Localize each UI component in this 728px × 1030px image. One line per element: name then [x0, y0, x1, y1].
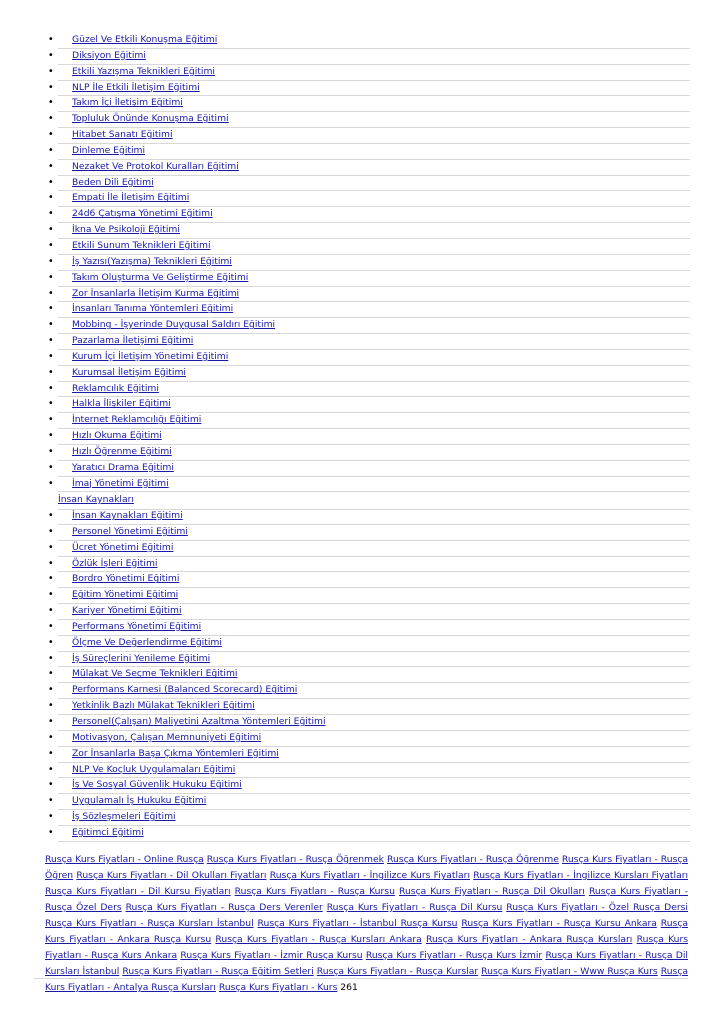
footer-link[interactable]: Rusça Kurs Fiyatları - Rusça Kurslar [316, 966, 479, 977]
training-link[interactable]: Performans Yönetimi Eğitimi [72, 620, 202, 632]
training-link[interactable]: Halkla İlişkiler Eğitimi [72, 398, 171, 410]
footer-link[interactable]: Rusça Kurs Fiyatları - Rusça Öğrenme [387, 854, 559, 865]
list-item [58, 33, 690, 49]
training-link[interactable]: Kurum İçi İletişim Yönetimi Eğitimi [72, 350, 229, 362]
training-link[interactable]: Reklamcılık Eğitimi [72, 382, 159, 394]
training-link[interactable]: Kurumsal İletişim Eğitimi [72, 366, 186, 378]
training-link[interactable]: Uygulamalı İş Hukuku Eğitimi [72, 795, 207, 807]
training-link[interactable]: İmaj Yönetimi Eğitimi [72, 477, 169, 489]
training-link[interactable]: Kariyer Yönetimi Eğitimi [72, 605, 182, 617]
list-item [58, 176, 690, 192]
list-item [58, 397, 690, 413]
training-link[interactable]: Topluluk Önünde Konuşma Eğitimi [72, 113, 229, 125]
footer-link[interactable]: Rusça Kurs Fiyatları - Rusça Öğren [45, 854, 689, 881]
training-link[interactable]: Hitabet Sanatı Eğitimi [72, 129, 173, 141]
footer-link[interactable]: Rusça Kurs Fiyatları - Ankara Rusça Kursları [426, 934, 633, 945]
footer-link[interactable]: Rusça Kurs Fiyatları - Rusça Eğitim Setleri [122, 966, 314, 977]
footer-link[interactable]: Rusça Kurs Fiyatları - Dil Okulları Fiyatları [76, 870, 267, 881]
list-item [58, 128, 690, 144]
list-item [58, 763, 690, 779]
training-link[interactable]: İş Sözleşmeleri Eğitimi [72, 811, 176, 823]
training-link[interactable]: İş Yazısı(Yazışma) Teknikleri Eğitimi [72, 255, 232, 267]
list-item [58, 318, 690, 334]
training-link[interactable]: İnsan Kaynakları Eğitimi [72, 510, 183, 521]
footer-link-container [45, 854, 688, 993]
footer-link[interactable]: Rusça Kurs Fiyatları - Rusça Kurs Ankara [45, 934, 689, 961]
training-link[interactable]: Mobbing - İşyerinde Duygusal Saldırı Eğitimi [72, 319, 276, 331]
training-link[interactable]: NLP İle Etkili İletişim Eğitimi [72, 81, 200, 93]
footer-links [45, 852, 688, 996]
list-item [58, 461, 690, 477]
footer-link[interactable]: Rusça Kurs Fiyatları - İstanbul Rusça Kursu [257, 918, 458, 929]
footer-link[interactable]: Rusça Kurs Fiyatları - Rusça Kurs İzmir [365, 950, 543, 961]
list-item [58, 350, 690, 366]
list-item [58, 620, 690, 636]
training-link[interactable]: Yaratıcı Drama Eğitimi [72, 461, 174, 473]
list-item [58, 413, 690, 429]
list-item [58, 191, 690, 207]
list-item [58, 445, 690, 461]
list-item [58, 49, 690, 65]
training-link[interactable]: Etkili Yazışma Teknikleri Eğitimi [72, 65, 215, 77]
list-item [58, 652, 690, 668]
training-link[interactable]: Ücret Yönetimi Eğitimi [72, 541, 174, 553]
list-item [58, 477, 690, 493]
list-item [58, 382, 690, 398]
training-link[interactable]: NLP Ve Koçluk Uygulamaları Eğitimi [72, 763, 236, 775]
list-item [58, 557, 690, 573]
training-link[interactable]: Eğitim Yönetimi Eğitimi [72, 589, 179, 601]
training-link[interactable]: Ölçme Ve Değerlendirme Eğitimi [72, 636, 222, 648]
footer-link[interactable]: Rusça Kurs Fiyatları - Rusça Kursları Ankara [215, 934, 422, 945]
footer-link[interactable]: Rusça Kurs Fiyatları - İngilizce Kursları Fiyatları [473, 870, 689, 881]
list-item [58, 683, 690, 699]
list-item [58, 778, 690, 794]
list-item [58, 112, 690, 128]
training-link[interactable]: İnsanları Tanıma Yöntemleri Eğitimi [72, 303, 234, 315]
training-link[interactable]: 24d6 Çatışma Yönetimi Eğitimi [72, 208, 213, 220]
training-link[interactable]: Dinleme Eğitimi [72, 144, 146, 156]
list-item [58, 65, 690, 81]
list-item [58, 334, 690, 350]
training-link[interactable]: Performans Karnesi (Balanced Scorecard) Eğitimi [72, 684, 298, 696]
list-item [58, 667, 690, 683]
footer-link[interactable]: Rusça Kurs Fiyatları - Rusça Dil Okulları [398, 886, 585, 897]
list-item [58, 429, 690, 445]
list-item [58, 826, 690, 842]
training-link[interactable]: Pazarlama İletişimi Eğitimi [72, 335, 194, 347]
section-heading [58, 493, 690, 510]
footer-link[interactable]: Rusça Kurs Fiyatları - Rusça Ders Verenler [125, 902, 323, 913]
list-item [58, 160, 690, 176]
list-item [58, 794, 690, 810]
footer-link[interactable]: Rusça Kurs Fiyatları - Ankara Rusça Kursu [45, 918, 689, 945]
list-item [58, 287, 690, 303]
training-link[interactable]: Empati İle İletişim Eğitimi [72, 192, 190, 204]
footer-link[interactable]: Rusça Kurs Fiyatları - Kurs [218, 982, 338, 993]
communication-training-list [0, 33, 728, 492]
training-link[interactable]: Özlük İşleri Eğitimi [72, 557, 158, 569]
training-link[interactable]: Takım İçi İletişim Eğitimi [72, 97, 183, 109]
training-link[interactable]: İş Ve Sosyal Güvenlik Hukuku Eğitimi [72, 779, 242, 791]
footer-link[interactable]: Rusça Kurs Fiyatları - Dil Kursu Fiyatları [45, 886, 231, 897]
list-item [58, 223, 690, 239]
training-link[interactable]: Bordro Yönetimi Eğitimi [72, 573, 180, 585]
list-item [58, 302, 690, 318]
list-item [58, 588, 690, 604]
hr-training-list [0, 509, 728, 842]
training-link[interactable]: Güzel Ve Etkili Konuşma Eğitimi [72, 34, 218, 45]
list-item [58, 239, 690, 255]
training-link[interactable]: Personel(Çalışan) Maliyetini Azaltma Yöntemleri Eğitimi [72, 715, 326, 727]
bottom-divider [34, 978, 688, 979]
list-item [58, 572, 690, 588]
list-item [58, 255, 690, 271]
training-link[interactable]: Takım Oluşturma Ve Geliştirme Eğitimi [72, 271, 249, 283]
footer-link[interactable]: Rusça Kurs Fiyatları - İngilizce Kurs Fiyatları [269, 870, 470, 881]
training-link[interactable]: Hızlı Öğrenme Eğitimi [72, 445, 172, 457]
list-item [58, 541, 690, 557]
list-item [58, 810, 690, 826]
training-link[interactable]: Zor İnsanlarla İletişim Kurma Eğitimi [72, 287, 240, 299]
training-link[interactable]: İş Süreçlerini Yenileme Eğitimi [72, 652, 211, 664]
list-item [58, 715, 690, 731]
list-item [58, 604, 690, 620]
list-item [58, 636, 690, 652]
training-link[interactable]: Hızlı Okuma Eğitimi [72, 430, 162, 442]
list-item [58, 509, 690, 525]
training-link[interactable]: Diksiyon Eğitimi [72, 49, 146, 61]
page-number: 261 [340, 982, 358, 993]
list-item [58, 525, 690, 541]
footer-link[interactable]: Rusça Kurs Fiyatları - Rusça Özel Ders [45, 886, 689, 913]
footer-link[interactable]: Rusça Kurs Fiyatları - Özel Rusça Dersi [506, 902, 688, 913]
training-link[interactable]: Yetkinlik Bazlı Mülakat Teknikleri Eğitimi [72, 700, 255, 712]
section-title-link[interactable]: İnsan Kaynakları [58, 494, 134, 505]
training-link[interactable]: Motivasyon, Çalışan Memnuniyeti Eğitimi [72, 731, 262, 743]
training-link[interactable]: Etkili Sunum Teknikleri Eğitimi [72, 239, 211, 251]
footer-link[interactable]: Rusça Kurs Fiyatları - Online Rusça [45, 854, 204, 865]
footer-link[interactable]: Rusça Kurs Fiyatları - Rusça Öğrenmek [206, 854, 384, 865]
footer-link[interactable]: Rusça Kurs Fiyatları - Rusça Dil Kursları İstanbul [45, 950, 688, 977]
list-item [58, 144, 690, 160]
footer-link[interactable]: Rusça Kurs Fiyatları - Rusça Kursları İstanbul [45, 918, 254, 929]
training-link[interactable]: Nezaket Ve Protokol Kuralları Eğitimi [72, 160, 239, 172]
training-link[interactable]: İkna Ve Psikoloji Eğitimi [72, 224, 180, 236]
footer-link[interactable]: Rusça Kurs Fiyatları - İzmir Rusça Kursu [180, 950, 363, 961]
footer-link[interactable]: Rusça Kurs Fiyatları - Rusça Kursu Ankara [461, 918, 657, 929]
footer-link[interactable]: Rusça Kurs Fiyatları - Rusça Kursu [234, 886, 395, 897]
footer-link[interactable]: Rusça Kurs Fiyatları - Antalya Rusça Kursları [45, 966, 689, 993]
list-item [58, 699, 690, 715]
training-link[interactable]: Personel Yönetimi Eğitimi [72, 525, 188, 537]
footer-link[interactable]: Rusça Kurs Fiyatları - Rusça Dil Kursu [326, 902, 503, 913]
training-link[interactable]: Eğitimci Eğitimi [72, 826, 144, 838]
training-link[interactable]: İnternet Reklamcılığı Eğitimi [72, 414, 202, 426]
footer-link[interactable]: Rusça Kurs Fiyatları - Www Rusça Kurs [481, 966, 658, 977]
training-link[interactable]: Mülakat Ve Seçme Teknikleri Eğitimi [72, 668, 238, 680]
list-item [58, 96, 690, 112]
list-item [58, 81, 690, 97]
list-item [58, 207, 690, 223]
training-link[interactable]: Beden Dili Eğitimi [72, 176, 154, 188]
list-item [58, 731, 690, 747]
list-item [58, 271, 690, 287]
list-item [58, 366, 690, 382]
training-link[interactable]: Zor İnsanlarla Başa Çıkma Yöntemleri Eğitimi [72, 747, 279, 759]
list-item [58, 747, 690, 763]
